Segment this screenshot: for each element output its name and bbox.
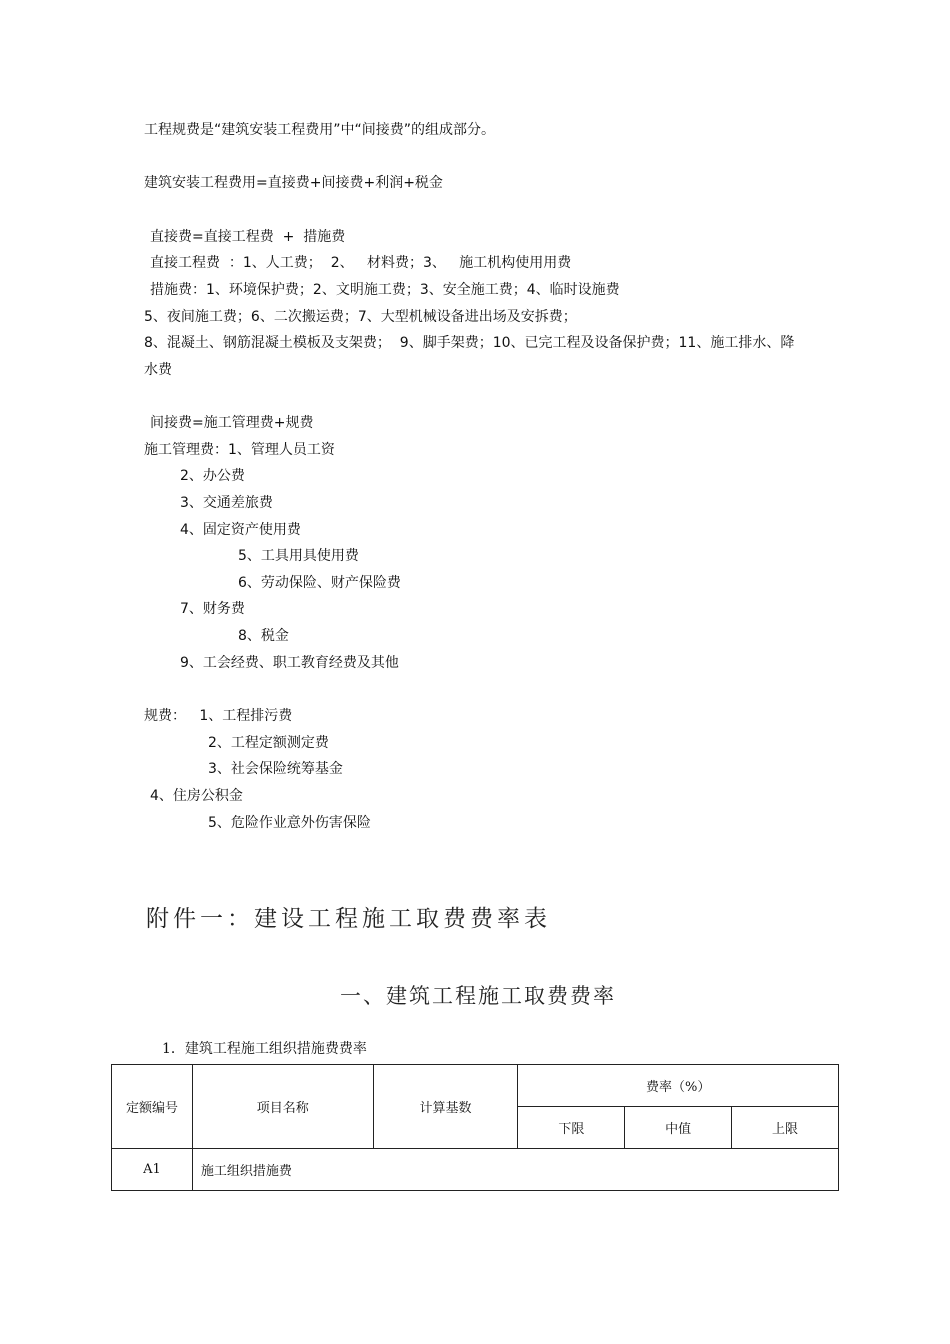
management-fee-item: 5、工具用具使用费 xyxy=(238,548,359,564)
formula-indirect: 间接费=施工管理费+规费 xyxy=(150,415,314,431)
management-fee-item: 3、交通差旅费 xyxy=(180,495,273,511)
regulatory-fee-item: 2、工程定额测定费 xyxy=(208,735,329,751)
annex-heading: 附件一：建设工程施工取费费率表 xyxy=(146,906,551,932)
regulatory-fee-item: 规费： 1、工程排污费 xyxy=(144,708,293,724)
fee-rate-table xyxy=(111,1064,839,1191)
regulatory-fee-item: 4、住房公积金 xyxy=(150,788,243,804)
header-lower: 下限 xyxy=(518,1107,625,1149)
measures-fee-line-3: 8、混凝土、钢筋混凝土模板及支架费； 9、脚手架费；10、已完工程及设备保护费；11、施工排水、降 xyxy=(144,335,795,351)
table-row xyxy=(112,1149,839,1191)
header-upper: 上限 xyxy=(732,1107,839,1149)
formula-direct: 直接费=直接工程费 + 措施费 xyxy=(150,229,346,245)
header-mid: 中值 xyxy=(625,1107,732,1149)
management-fee-item: 9、工会经费、职工教育经费及其他 xyxy=(180,655,399,671)
management-fee-item: 7、财务费 xyxy=(180,601,245,617)
row-name: 施工组织措施费 xyxy=(192,1149,838,1191)
subsection-heading: 1．建筑工程施工组织措施费费率 xyxy=(162,1041,367,1057)
regulatory-fee-item: 5、危险作业意外伤害保险 xyxy=(208,815,371,831)
header-name: 项目名称 xyxy=(192,1065,373,1149)
direct-engineering-fee: 直接工程费 ：1、人工费； 2、 材料费；3、 施工机构使用用费 xyxy=(150,255,572,271)
header-rate: 费率（%） xyxy=(518,1065,839,1107)
measures-fee-line-1: 措施费：1、环境保护费；2、文明施工费；3、安全施工费；4、临时设施费 xyxy=(150,282,620,298)
measures-fee-line-4: 水费 xyxy=(144,362,172,378)
row-code: A1 xyxy=(112,1149,193,1191)
management-fee-item: 6、劳动保险、财产保险费 xyxy=(238,575,401,591)
intro-line: 工程规费是“建筑安装工程费用”中“间接费”的组成部分。 xyxy=(144,122,496,138)
section-heading: 一、建筑工程施工取费费率 xyxy=(340,984,616,1008)
regulatory-fee-item: 3、社会保险统筹基金 xyxy=(208,761,343,777)
header-base: 计算基数 xyxy=(373,1065,518,1149)
formula-total: 建筑安装工程费用=直接费+间接费+利润+税金 xyxy=(144,175,443,191)
management-fee-item: 施工管理费：1、管理人员工资 xyxy=(144,442,335,458)
table-header-row xyxy=(112,1065,839,1107)
header-code: 定额编号 xyxy=(112,1065,193,1149)
management-fee-item: 2、办公费 xyxy=(180,468,245,484)
measures-fee-line-2: 5、夜间施工费；6、二次搬运费；7、大型机械设备进出场及安拆费； xyxy=(144,309,577,325)
management-fee-item: 4、固定资产使用费 xyxy=(180,522,301,538)
management-fee-item: 8、税金 xyxy=(238,628,289,644)
